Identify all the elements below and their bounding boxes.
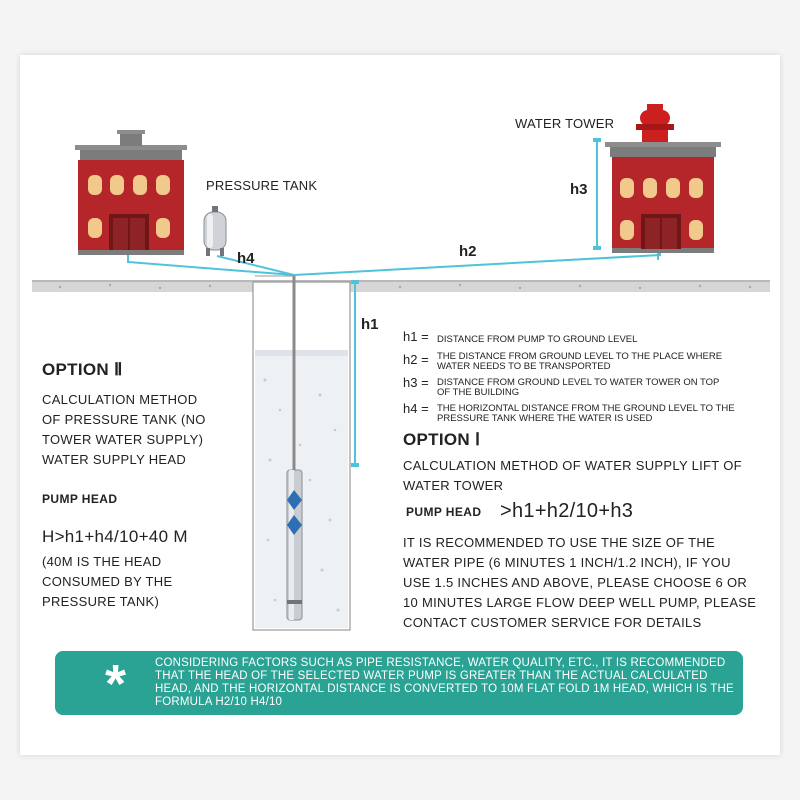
legend-text: THE HORIZONTAL DISTANCE FROM THE GROUND LEVEL TO THE PRESSURE TANK WHERE THE WATER IS USED (437, 403, 735, 424)
right-building (605, 142, 721, 253)
water-tower (636, 104, 674, 142)
recommendation-line: IT IS RECOMMENDED TO USE THE SIZE OF THE (403, 535, 716, 550)
option-one-description (403, 456, 773, 496)
description-line: CALCULATION METHOD (42, 392, 198, 407)
h1-label: h1 (361, 316, 379, 333)
legend-item-h3 (403, 375, 753, 402)
recommendation-line: CONTACT CUSTOMER SERVICE FOR DETAILS (403, 615, 702, 630)
description-line: TOWER WATER SUPPLY) (42, 432, 204, 447)
note-line: (40M IS THE HEAD (42, 554, 162, 569)
option-two-note (42, 552, 242, 612)
option-two-title: OPTION Ⅱ (42, 360, 123, 379)
h4-label: h4 (237, 250, 255, 267)
option-two-formula: H>h1+h4/10+40 M (42, 527, 188, 546)
option-two-description (42, 390, 242, 470)
legend-item-h1 (403, 329, 753, 352)
legend-item-h2 (403, 352, 753, 376)
banner-text: CONSIDERING FACTORS SUCH AS PIPE RESISTANCE, WATER QUALITY, ETC., IT IS RECOMMENDED THAT THE HEAD OF THE SELECTED WATER PUMP IS GREATER THAN THE ACTUAL CALCULATED HEAD, AND THE HORIZONTAL DISTANCE IS CONVERTED TO 10M FLAT FOLD 1M HEAD, WHICH IS THE FORMULA H2/10 H4/10 (155, 657, 734, 708)
water-tower-label: WATER TOWER (515, 116, 615, 131)
pressure-tank (204, 206, 226, 256)
ground (32, 280, 770, 292)
legend-key: h1 = (403, 329, 429, 344)
recommendation-banner (55, 651, 743, 715)
h3-label: h3 (570, 181, 588, 198)
legend-text: DISTANCE FROM GROUND LEVEL TO WATER TOWER ON TOP OF THE BUILDING (437, 377, 720, 398)
asterisk-icon: * (105, 654, 127, 714)
description-line: OF PRESSURE TANK (NO (42, 412, 206, 427)
description-line: WATER TOWER (403, 478, 504, 493)
left-building (75, 130, 187, 255)
legend-key: h4 = (403, 401, 429, 416)
recommendation-line: 10 MINUTES LARGE FLOW DEEP WELL PUMP, PLEASE (403, 595, 757, 610)
option-one-title: OPTION Ⅰ (403, 430, 481, 449)
legend-text: THE DISTANCE FROM GROUND LEVEL TO THE PLACE WHERE WATER NEEDS TO BE TRANSPORTED (437, 351, 723, 372)
pressure-tank-label: PRESSURE TANK (206, 178, 318, 193)
option-one-pump-head-label: PUMP HEAD (406, 505, 482, 519)
note-line: PRESSURE TANK) (42, 594, 160, 609)
legend-key: h2 = (403, 352, 429, 367)
note-line: CONSUMED BY THE (42, 574, 173, 589)
legend-text: DISTANCE FROM PUMP TO GROUND LEVEL (437, 334, 638, 345)
option-one-formula: >h1+h2/10+h3 (500, 500, 634, 522)
legend-item-h4 (403, 401, 753, 428)
description-line: WATER SUPPLY HEAD (42, 452, 187, 467)
description-line: CALCULATION METHOD OF WATER SUPPLY LIFT OF (403, 458, 742, 473)
recommendation-line: USE 1.5 INCHES AND ABOVE, PLEASE CHOOSE 6 OR (403, 575, 748, 590)
recommendation-line: WATER PIPE (6 MINUTES 1 INCH/1.2 INCH), IF YOU (403, 555, 731, 570)
h2-label: h2 (459, 243, 477, 260)
option-two-pump-head-label: PUMP HEAD (42, 492, 118, 506)
legend-key: h3 = (403, 375, 429, 390)
option-one-recommendation (403, 533, 773, 633)
